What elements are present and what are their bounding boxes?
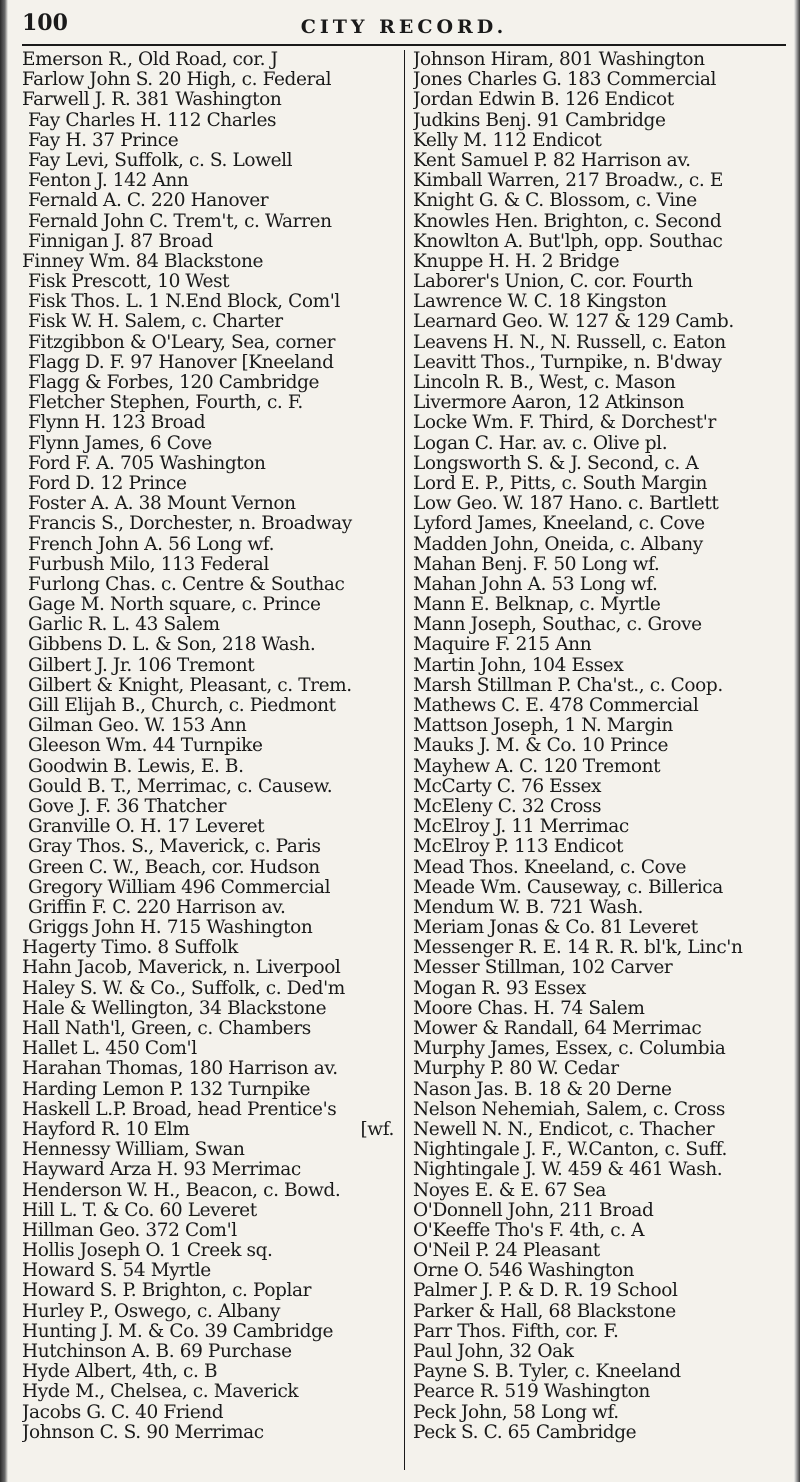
entry-text: Martin John, 104 Essex (413, 655, 624, 676)
entry-text: Hagerty Timo. 8 Suffolk (22, 938, 238, 959)
entry-text: Hutchinson A. B. 69 Purchase (22, 1342, 292, 1362)
directory-entry (413, 635, 786, 655)
directory-entry (413, 514, 786, 534)
directory-entry (22, 1059, 398, 1079)
entry-text: Howard S. P. Brighton, c. Poplar (22, 1281, 312, 1302)
directory-entry (22, 191, 398, 211)
entry-text: Nason Jas. B. 18 & 20 Derne (413, 1079, 672, 1100)
directory-entry (22, 1362, 398, 1382)
entry-text: Griffin F. C. 220 Harrison av. (28, 897, 286, 918)
directory-entry (22, 454, 398, 474)
directory-entry (413, 858, 786, 878)
entry-text: Hunting J. M. & Co. 39 Cambridge (22, 1321, 334, 1342)
entry-text: Jacobs G. C. 40 Friend (22, 1402, 224, 1423)
directory-entry (413, 212, 786, 232)
directory-entry (413, 312, 786, 332)
page-title: CITY RECORD. (300, 16, 508, 38)
directory-entry (413, 413, 786, 433)
entry-text: Palmer J. P. & D. R. 19 School (413, 1281, 678, 1302)
entry-text: Fenton J. 142 Ann (28, 171, 189, 192)
directory-entry (22, 1261, 398, 1281)
entry-text: Farwell J. R. 381 Washington (22, 90, 282, 111)
directory-entry (413, 434, 786, 454)
entry-text: Haskell L.P. Broad, head Prentice's (22, 1099, 337, 1120)
entry-text: O'Keeffe Tho's F. 4th, c. A (413, 1220, 645, 1241)
entry-text: Messer Stillman, 102 Carver (413, 958, 673, 979)
directory-entry (22, 272, 398, 292)
entry-text: French John A. 56 Long wf. (28, 534, 275, 555)
entry-text: Newell N. N., Endicot, c. Thacher (413, 1119, 715, 1140)
directory-entry (22, 635, 398, 655)
directory-entry (22, 1302, 398, 1322)
entry-text: Gill Elijah B., Church, c. Piedmont (28, 696, 336, 716)
entry-text: Hallet L. 450 Com'l (22, 1039, 197, 1060)
entry-text: Gibbens D. L. & Son, 218 Wash. (28, 635, 316, 656)
directory-entry (22, 615, 398, 635)
entry-text: Fay Charles H. 112 Charles (28, 110, 277, 131)
entry-text: Flagg & Forbes, 120 Cambridge (28, 373, 320, 393)
directory-entry (413, 1302, 786, 1322)
directory-entry (413, 292, 786, 312)
entry-text: Marsh Stillman P. Cha'st., c. Coop. (413, 675, 723, 696)
entry-text: Meriam Jonas & Co. 81 Leveret (413, 918, 698, 939)
entry-text: Fisk W. H. Salem, c. Charter (28, 312, 283, 333)
entry-text: Low Geo. W. 187 Hano. c. Bartlett (413, 494, 719, 515)
directory-entry (22, 474, 398, 494)
entry-text: Parr Thos. Fifth, cor. F. (413, 1321, 619, 1342)
directory-entry (22, 1281, 398, 1301)
directory-entry (413, 555, 786, 575)
entry-text: Gove J. F. 36 Thatcher (28, 796, 227, 817)
directory-entry (22, 1181, 398, 1201)
directory-entry (22, 212, 398, 232)
directory-entry (413, 373, 786, 393)
directory-entry (413, 70, 786, 90)
directory-entry (413, 1281, 786, 1301)
entry-text: Knowlton A. But'lph, opp. Southac (413, 231, 723, 252)
entry-text: Mower & Randall, 64 Merrimac (413, 1019, 702, 1039)
page-number: 100 (22, 10, 68, 36)
directory-entry (413, 1403, 786, 1423)
directory-entry (413, 1362, 786, 1382)
directory-entry (22, 1100, 398, 1120)
directory-entry (22, 797, 398, 817)
directory-entry (22, 1382, 398, 1402)
directory-entry (413, 938, 786, 958)
entry-text: Mead Thos. Kneeland, c. Cove (413, 857, 687, 878)
entry-text: Foster A. A. 38 Mount Vernon (28, 494, 296, 515)
entry-text: Gilman Geo. W. 153 Ann (28, 716, 247, 737)
directory-entry (413, 1160, 786, 1180)
entry-text: Murphy P. 80 W. Cedar (413, 1059, 619, 1080)
directory-entry (413, 111, 786, 131)
entry-text: Peck S. C. 65 Cambridge (413, 1422, 637, 1443)
directory-entry (22, 312, 398, 332)
entry-text: Granville O. H. 17 Leveret (28, 817, 265, 838)
directory-entry (22, 333, 398, 353)
entry-text: Haley S. W. & Co., Suffolk, c. Ded'm (22, 978, 345, 999)
directory-entry (413, 979, 786, 999)
directory-entry (22, 1019, 398, 1039)
entry-text: Mahan John A. 53 Long wf. (413, 574, 658, 595)
directory-entry (22, 1201, 398, 1221)
directory-entry (413, 131, 786, 151)
directory-entry (22, 1403, 398, 1423)
directory-entry (22, 736, 398, 756)
entry-text: Mogan R. 93 Essex (413, 978, 586, 999)
entry-text: Fernald A. C. 220 Hanover (28, 191, 269, 212)
directory-entry (22, 555, 398, 575)
entry-text: Fay H. 37 Prince (28, 130, 179, 151)
directory-entry (413, 232, 786, 252)
directory-entry (413, 656, 786, 676)
entry-text: O'Donnell John, 211 Broad (413, 1200, 654, 1221)
entry-text: Hayford R. 10 Elm (22, 1119, 190, 1140)
entry-text: Hyde Albert, 4th, c. B (22, 1362, 218, 1383)
entry-text: Parker & Hall, 68 Blackstone (413, 1301, 676, 1322)
directory-entry (413, 191, 786, 211)
entry-text: Messenger R. E. 14 R. R. bl'k, Linc'n (413, 938, 743, 959)
entry-text: Knuppe H. H. 2 Bridge (413, 251, 620, 272)
entry-text: Fernald John C. Trem't, c. Warren (28, 211, 332, 232)
directory-entry (413, 1120, 786, 1140)
directory-entry (413, 736, 786, 756)
entry-text: Hahn Jacob, Maverick, n. Liverpool (22, 958, 341, 979)
entry-text: Flynn James, 6 Cove (28, 433, 212, 454)
entry-text: Gilbert J. Jr. 106 Tremont (28, 655, 255, 676)
entry-text: Mayhew A. C. 120 Tremont (413, 756, 661, 777)
directory-entry (22, 1080, 398, 1100)
entry-text: Lincoln R. B., West, c. Mason (413, 373, 676, 393)
directory-entry (413, 1261, 786, 1281)
entry-text: Johnson Hiram, 801 Washington (413, 50, 705, 70)
directory-entry (22, 1322, 398, 1342)
entry-text: Logan C. Har. av. c. Olive pl. (413, 433, 668, 454)
entry-text: Flynn H. 123 Broad (28, 413, 206, 434)
directory-entry (22, 151, 398, 171)
directory-entry (413, 1019, 786, 1039)
entry-text: Ford F. A. 705 Washington (28, 453, 266, 474)
entry-text: Fisk Thos. L. 1 N.End Block, Com'l (28, 292, 340, 313)
entry-text: Leavens H. N., N. Russell, c. Eaton (413, 332, 726, 353)
directory-entry (413, 615, 786, 635)
directory-entry (413, 454, 786, 474)
entry-text: Ford D. 12 Prince (28, 473, 187, 494)
directory-entry (22, 1342, 398, 1362)
entry-text: Leavitt Thos., Turnpike, n. B'dway (413, 352, 722, 373)
entry-text: Henderson W. H., Beacon, c. Bowd. (22, 1180, 341, 1201)
entry-text: Hurley P., Oswego, c. Albany (22, 1301, 281, 1322)
entry-text: Fitzgibbon & O'Leary, Sea, corner (28, 332, 336, 353)
directory-entry (22, 837, 398, 857)
entry-text: Finnigan J. 87 Broad (28, 231, 213, 252)
directory-entry (413, 575, 786, 595)
directory-entry (413, 918, 786, 938)
entry-text: Hayward Arza H. 93 Merrimac (22, 1160, 301, 1181)
directory-entry (413, 535, 786, 555)
entry-text: Madden John, Oneida, c. Albany (413, 534, 703, 555)
entry-text: Fisk Prescott, 10 West (28, 272, 230, 293)
entry-text: Payne S. B. Tyler, c. Kneeland (413, 1362, 681, 1383)
directory-entry (22, 999, 398, 1019)
entry-text: Hall Nath'l, Green, c. Chambers (22, 1019, 311, 1039)
directory-entry (413, 272, 786, 292)
directory-entry (413, 696, 786, 716)
entry-text: Laborer's Union, C. cor. Fourth (413, 272, 693, 293)
entry-text: Judkins Benj. 91 Cambridge (413, 110, 666, 131)
entry-text: Johnson C. S. 90 Merrimac (22, 1422, 264, 1443)
directory-entry (413, 1241, 786, 1261)
directory-entry (22, 858, 398, 878)
entry-text: Green C. W., Beach, cor. Hudson (28, 857, 320, 878)
entry-text: Hyde M., Chelsea, c. Maverick (22, 1382, 299, 1403)
directory-entry (413, 1322, 786, 1342)
directory-entry (413, 494, 786, 514)
entry-text: Gilbert & Knight, Pleasant, c. Trem. (28, 675, 352, 696)
entry-text: Mahan Benj. F. 50 Long wf. (413, 554, 660, 575)
directory-entry (413, 333, 786, 353)
directory-entry (413, 50, 786, 70)
entry-text: Locke Wm. F. Third, & Dorchest'r (413, 413, 716, 434)
entry-text: Gould B. T., Merrimac, c. Causew. (28, 776, 333, 797)
entry-text: Jordan Edwin B. 126 Endicot (413, 90, 674, 111)
directory-entry (413, 716, 786, 736)
entry-text: Gage M. North square, c. Prince (28, 595, 321, 616)
directory-entry (22, 1241, 398, 1261)
entry-text: Mendum W. B. 721 Wash. (413, 897, 644, 918)
entry-text: Howard S. 54 Myrtle (22, 1261, 211, 1282)
directory-entry (22, 292, 398, 312)
directory-entry (413, 817, 786, 837)
entry-text: Harding Lemon P. 132 Turnpike (22, 1079, 311, 1100)
entry-text: Livermore Aaron, 12 Atkinson (413, 393, 685, 414)
entry-text: Knowles Hen. Brighton, c. Second (413, 211, 722, 232)
entry-text: Hollis Joseph O. 1 Creek sq. (22, 1241, 273, 1262)
directory-entry (22, 1221, 398, 1241)
directory-entry (22, 1160, 398, 1180)
directory-entry (22, 878, 398, 898)
entry-text: Garlic R. L. 43 Salem (28, 615, 220, 636)
directory-entry (22, 1120, 398, 1140)
entry-text: Peck John, 58 Long wf. (413, 1402, 619, 1423)
directory-entry (413, 1140, 786, 1160)
directory-entry (413, 999, 786, 1019)
directory-entry (22, 1039, 398, 1059)
directory-entry (22, 979, 398, 999)
directory-entry (22, 676, 398, 696)
page-header (22, 10, 786, 46)
entry-text: Nelson Nehemiah, Salem, c. Cross (413, 1099, 725, 1120)
directory-entry (413, 757, 786, 777)
directory-entry (413, 151, 786, 171)
right-column (404, 50, 786, 1470)
entry-text: Jones Charles G. 183 Commercial (413, 70, 717, 91)
entry-text: Gregory William 496 Commercial (28, 877, 331, 898)
entry-text: Lawrence W. C. 18 Kingston (413, 292, 667, 313)
directory-entry (22, 918, 398, 938)
entry-text: Griggs John H. 715 Washington (28, 918, 313, 939)
entry-text: Farlow John S. 20 High, c. Federal (22, 70, 332, 91)
directory-entry (413, 797, 786, 817)
entry-text: Hill L. T. & Co. 60 Leveret (22, 1200, 257, 1221)
entry-text: Lyford James, Kneeland, c. Cove (413, 514, 705, 535)
directory-entry (22, 696, 398, 716)
directory-entry (22, 50, 398, 70)
directory-entry (22, 958, 398, 978)
entry-text: Nightingale J. F., W.Canton, c. Suff. (413, 1140, 727, 1161)
directory-entry (413, 1342, 786, 1362)
directory-entry (22, 757, 398, 777)
entry-text: Mauks J. M. & Co. 10 Prince (413, 736, 669, 757)
directory-entry (22, 131, 398, 151)
directory-entry (413, 90, 786, 110)
entry-text: Murphy James, Essex, c. Columbia (413, 1039, 726, 1060)
directory-entry (22, 90, 398, 110)
entry-text: Kent Samuel P. 82 Harrison av. (413, 150, 691, 171)
entry-text: O'Neil P. 24 Pleasant (413, 1241, 600, 1262)
directory-entry (413, 1100, 786, 1120)
directory-entry (413, 1039, 786, 1059)
directory-entry (22, 232, 398, 252)
entry-text: Pearce R. 519 Washington (413, 1382, 650, 1403)
directory-entry (413, 1059, 786, 1079)
entry-text: Gleeson Wm. 44 Turnpike (28, 736, 263, 757)
entry-text: McCarty C. 76 Essex (413, 776, 602, 797)
entry-text: Flagg D. F. 97 Hanover [Kneeland (28, 352, 334, 373)
directory-entry (413, 676, 786, 696)
entry-text: Kelly M. 112 Endicot (413, 130, 602, 151)
entry-text: Mann Joseph, Southac, c. Grove (413, 615, 702, 636)
directory-entry (22, 393, 398, 413)
directory-entry (22, 777, 398, 797)
directory-entry (413, 958, 786, 978)
directory-entry (22, 373, 398, 393)
directory-entry (22, 111, 398, 131)
directory-entry (22, 171, 398, 191)
entry-text: Fletcher Stephen, Fourth, c. F. (28, 393, 303, 414)
directory-entry (413, 171, 786, 191)
directory-entry (413, 353, 786, 373)
directory-entry (413, 1423, 786, 1443)
entry-text: Orne O. 546 Washington (413, 1261, 634, 1282)
directory-entry (22, 817, 398, 837)
entry-text: McElroy P. 113 Endicot (413, 837, 624, 858)
directory-entry (413, 898, 786, 918)
directory-entry (22, 575, 398, 595)
entry-text: Mattson Joseph, 1 N. Margin (413, 716, 673, 737)
entry-text: Nightingale J. W. 459 & 461 Wash. (413, 1160, 723, 1181)
entry-text: Learnard Geo. W. 127 & 129 Camb. (413, 312, 734, 333)
entry-text: Meade Wm. Causeway, c. Billerica (413, 877, 723, 898)
directory-entry (22, 494, 398, 514)
entry-text: Mann E. Belknap, c. Myrtle (413, 595, 661, 616)
directory-entry (413, 1201, 786, 1221)
entry-text: Noyes E. & E. 67 Sea (413, 1180, 607, 1201)
entry-text: Hennessy William, Swan (22, 1140, 245, 1161)
directory-entry (22, 716, 398, 736)
directory-entry (413, 595, 786, 615)
directory-entry (413, 777, 786, 797)
entry-text: Lord E. P., Pitts, c. South Margin (413, 473, 708, 494)
left-column (22, 50, 404, 1470)
entry-text: Kimball Warren, 217 Broadw., c. E (413, 171, 723, 192)
directory-entry (22, 434, 398, 454)
directory-entry (413, 878, 786, 898)
directory-entry (22, 656, 398, 676)
directory-entry (22, 514, 398, 534)
directory-entry (22, 938, 398, 958)
entry-text: Knight G. & C. Blossom, c. Vine (413, 191, 697, 212)
entry-text: McEleny C. 32 Cross (413, 796, 602, 817)
directory-entry (413, 1080, 786, 1100)
entry-text: Hale & Wellington, 34 Blackstone (22, 998, 327, 1019)
entry-text: Mathews C. E. 478 Commercial (413, 696, 699, 716)
continuation-note: [wf. (360, 1119, 394, 1140)
directory-entry (413, 1221, 786, 1241)
directory-entry (22, 1423, 398, 1443)
directory-entry (22, 595, 398, 615)
entry-text: Emerson R., Old Road, cor. J (22, 50, 278, 70)
entry-text: Fay Levi, Suffolk, c. S. Lowell (28, 150, 293, 171)
entry-text: Goodwin B. Lewis, E. B. (28, 756, 244, 777)
directory-columns (22, 50, 786, 1470)
directory-entry (22, 70, 398, 90)
entry-text: McElroy J. 11 Merrimac (413, 817, 629, 838)
directory-entry (22, 252, 398, 272)
entry-text: Hillman Geo. 372 Com'l (22, 1220, 237, 1241)
entry-text: Gray Thos. S., Maverick, c. Paris (28, 837, 321, 858)
entry-text: Paul John, 32 Oak (413, 1342, 574, 1362)
directory-entry (22, 353, 398, 373)
entry-text: Maquire F. 215 Ann (413, 635, 592, 656)
entry-text: Furlong Chas. c. Centre & Southac (28, 574, 345, 595)
entry-text: Harahan Thomas, 180 Harrison av. (22, 1059, 338, 1080)
entry-text: Longsworth S. & J. Second, c. A (413, 453, 699, 474)
directory-entry (22, 535, 398, 555)
directory-entry (413, 252, 786, 272)
entry-text: Furbush Milo, 113 Federal (28, 554, 269, 575)
entry-text: Moore Chas. H. 74 Salem (413, 998, 645, 1019)
directory-entry (22, 1140, 398, 1160)
directory-entry (22, 413, 398, 433)
directory-entry (413, 393, 786, 413)
directory-entry (22, 898, 398, 918)
directory-entry (413, 837, 786, 857)
entry-text: Finney Wm. 84 Blackstone (22, 251, 264, 272)
directory-entry (413, 1382, 786, 1402)
directory-entry (413, 474, 786, 494)
directory-entry (413, 1181, 786, 1201)
entry-text: Francis S., Dorchester, n. Broadway (28, 514, 352, 535)
